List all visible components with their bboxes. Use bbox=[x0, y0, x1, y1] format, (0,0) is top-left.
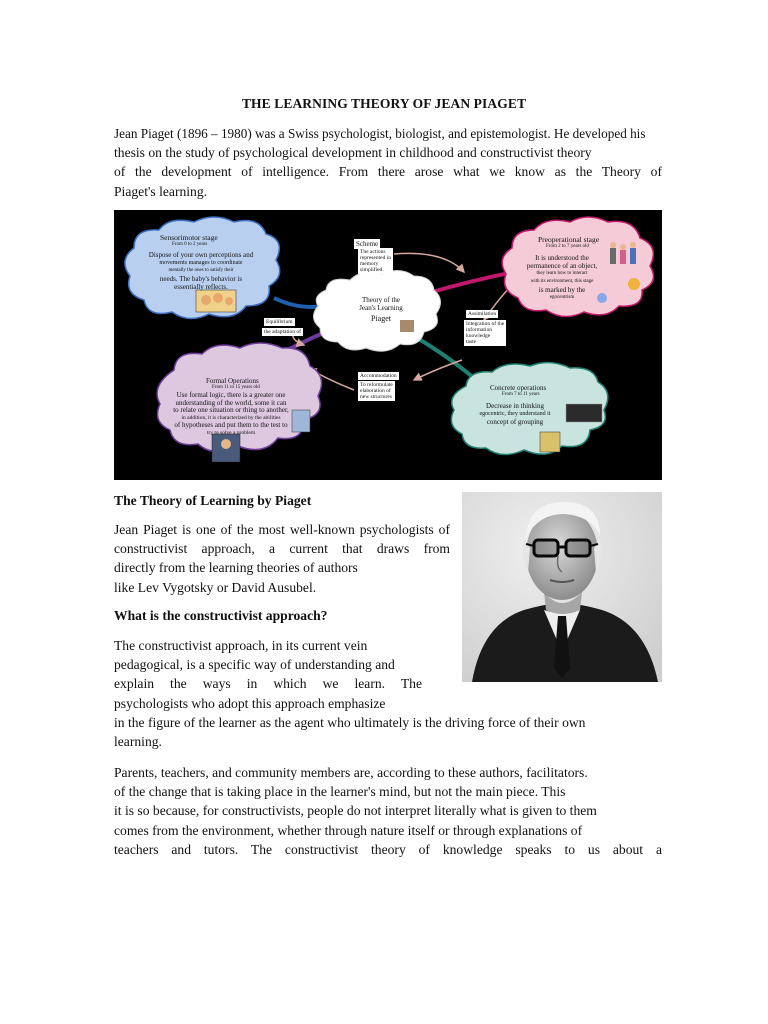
preoperational-age: From 2 to 7 years old bbox=[546, 244, 589, 249]
center-subtitle: Jean's Learning bbox=[359, 304, 403, 312]
section3-line: teachers and tutors. The constructivist theory of knowledge speaks to us about a bbox=[114, 841, 662, 857]
formal-line: in addition, it is characterized by the abilities bbox=[181, 414, 281, 421]
equilibrium-title: Equilibrium bbox=[266, 319, 293, 325]
concrete-title: Concrete operations bbox=[490, 384, 547, 392]
scheme-line: memory bbox=[360, 261, 379, 267]
intro-line: Piaget's learning. bbox=[114, 183, 208, 199]
section-heading-theory: The Theory of Learning by Piaget bbox=[114, 493, 312, 508]
concrete-age: From 7 to 11 years bbox=[502, 392, 540, 397]
preoperational-line: with its environment, this stage bbox=[530, 279, 594, 284]
accommodation-line: elaboration of bbox=[360, 388, 391, 394]
section2-line: explain the ways in which we learn. The bbox=[114, 676, 422, 692]
page-title: THE LEARNING THEORY OF JEAN PIAGET bbox=[241, 96, 527, 111]
intro-line: of the development of intelligence. From there arose what we know as the Theory of bbox=[114, 164, 662, 180]
sensorimotor-line: essentially reflects. bbox=[174, 283, 228, 291]
section3-line: of the change that is taking place in the learner's mind, but not the main piece. This bbox=[114, 784, 566, 800]
section3-line: it is so because, for constructivists, people do not interpret literally what is given to them bbox=[114, 803, 597, 819]
center-name: Piaget bbox=[371, 314, 391, 323]
formal-line: to relate one situation or thing to another, bbox=[173, 406, 289, 414]
section2-paragraph-lower bbox=[114, 713, 662, 751]
arrow-assim-acc bbox=[414, 360, 462, 380]
section1-line: Jean Piaget is one of the most well-known psychologists of bbox=[114, 522, 450, 537]
accommodation-line: To reformulate bbox=[360, 382, 393, 388]
portrait-drawing bbox=[462, 492, 662, 682]
concept-map-figure bbox=[114, 210, 662, 480]
equilibrium-text: the adaptation of bbox=[264, 329, 301, 335]
sensorimotor-line: mentally the ones to satisfy their bbox=[168, 268, 234, 273]
preoperational-line: is marked by the bbox=[538, 286, 586, 294]
section1-line: constructivist approach, a current that draws from bbox=[114, 541, 450, 557]
scheme-title: Scheme bbox=[356, 240, 379, 248]
intro-paragraph bbox=[114, 124, 662, 201]
section1-paragraph bbox=[114, 520, 450, 597]
formal-line: of hypotheses and put them to the test to bbox=[174, 421, 288, 429]
preoperational-title: Preoperational stage bbox=[538, 235, 600, 244]
center-text bbox=[346, 296, 416, 323]
section1-line: directly from the learning theories of authors bbox=[114, 560, 358, 576]
teens-image bbox=[292, 410, 310, 432]
assimilation-line: information bbox=[466, 327, 492, 333]
formal-title: Formal Operations bbox=[206, 377, 259, 385]
child-image bbox=[540, 432, 560, 452]
concrete-line: Decrease in thinking bbox=[486, 402, 544, 410]
sensorimotor-line: needs. The baby's behavior is bbox=[159, 275, 243, 283]
accommodation-text bbox=[358, 381, 395, 401]
preoperational-line: permanence of an object, bbox=[526, 262, 598, 270]
accommodation-title: Accommodation bbox=[360, 373, 397, 379]
scheme-line: The actions bbox=[360, 249, 386, 255]
assimilation-text bbox=[464, 320, 506, 346]
concrete-line: concept of grouping bbox=[486, 418, 544, 426]
assimilation-title: Assimilation bbox=[468, 311, 497, 317]
preoperational-line: they learn how to interact bbox=[536, 271, 588, 276]
scheme-line: represented in bbox=[360, 255, 391, 261]
formal-age: From 11 to 15 years old bbox=[212, 385, 260, 390]
section2-line: pedagogical, is a specific way of understanding and bbox=[114, 657, 395, 673]
accommodation-line: new structures bbox=[360, 394, 392, 400]
concrete-line: egocentric, they understand it bbox=[479, 411, 551, 417]
section-heading-constructivist: What is the constructivist approach? bbox=[114, 608, 328, 623]
section3-paragraph bbox=[114, 763, 662, 859]
arrow-scheme-pre bbox=[394, 253, 464, 272]
sensorimotor-line: movements manages to coordinate bbox=[159, 260, 243, 266]
section2-line: psychologists who adopt this approach emphasize bbox=[114, 695, 386, 711]
section2-line: learning. bbox=[114, 734, 162, 750]
assimilation-line: taste bbox=[466, 339, 477, 345]
section2-paragraph-upper bbox=[114, 636, 422, 713]
piaget-portrait-photo bbox=[462, 492, 662, 682]
sensorimotor-line: Dispose of your own perceptions and bbox=[148, 251, 254, 259]
grouping-image bbox=[566, 404, 602, 422]
section3-line: Parents, teachers, and community members are, according to these authors, facilitators. bbox=[114, 765, 588, 780]
sensorimotor-age: From 0 to 2 years bbox=[172, 242, 208, 247]
section3-line: comes from the environment, whether through nature itself or through explanations of bbox=[114, 822, 583, 838]
scheme-line: simplified. bbox=[360, 267, 384, 273]
intro-line: Jean Piaget (1896 – 1980) was a Swiss psychologist, biologist, and epistemologist. He developed his bbox=[114, 126, 646, 141]
section2-line: in the figure of the learner as the agent who ultimately is the driving force of their own bbox=[114, 715, 586, 730]
assimilation-line: Integration of the bbox=[466, 321, 505, 327]
formal-text bbox=[168, 392, 294, 437]
preoperational-line: egocentrism bbox=[549, 295, 575, 300]
formal-line: Use formal logic, there is a greater one bbox=[176, 391, 286, 399]
formal-line: try to solve a problem bbox=[206, 429, 256, 436]
concrete-text bbox=[468, 402, 562, 426]
assimilation-line: knowledge bbox=[466, 333, 491, 339]
center-title: Theory of the bbox=[361, 296, 401, 304]
sensorimotor-title: Sensorimotor stage bbox=[160, 233, 218, 242]
sensorimotor-text bbox=[136, 251, 266, 291]
formal-line: understanding of the world, some it can bbox=[175, 398, 287, 407]
preoperational-line: It is understood the bbox=[535, 254, 589, 262]
section2-line: The constructivist approach, in its current vein bbox=[114, 638, 368, 653]
connector-preoperational bbox=[432, 272, 514, 292]
section1-line: like Lev Vygotsky or David Ausubel. bbox=[114, 579, 317, 595]
preoperational-text bbox=[516, 254, 608, 302]
intro-line: thesis on the study of psychological development in childhood and constructivist theory bbox=[114, 145, 592, 161]
scheme-text bbox=[358, 248, 393, 274]
